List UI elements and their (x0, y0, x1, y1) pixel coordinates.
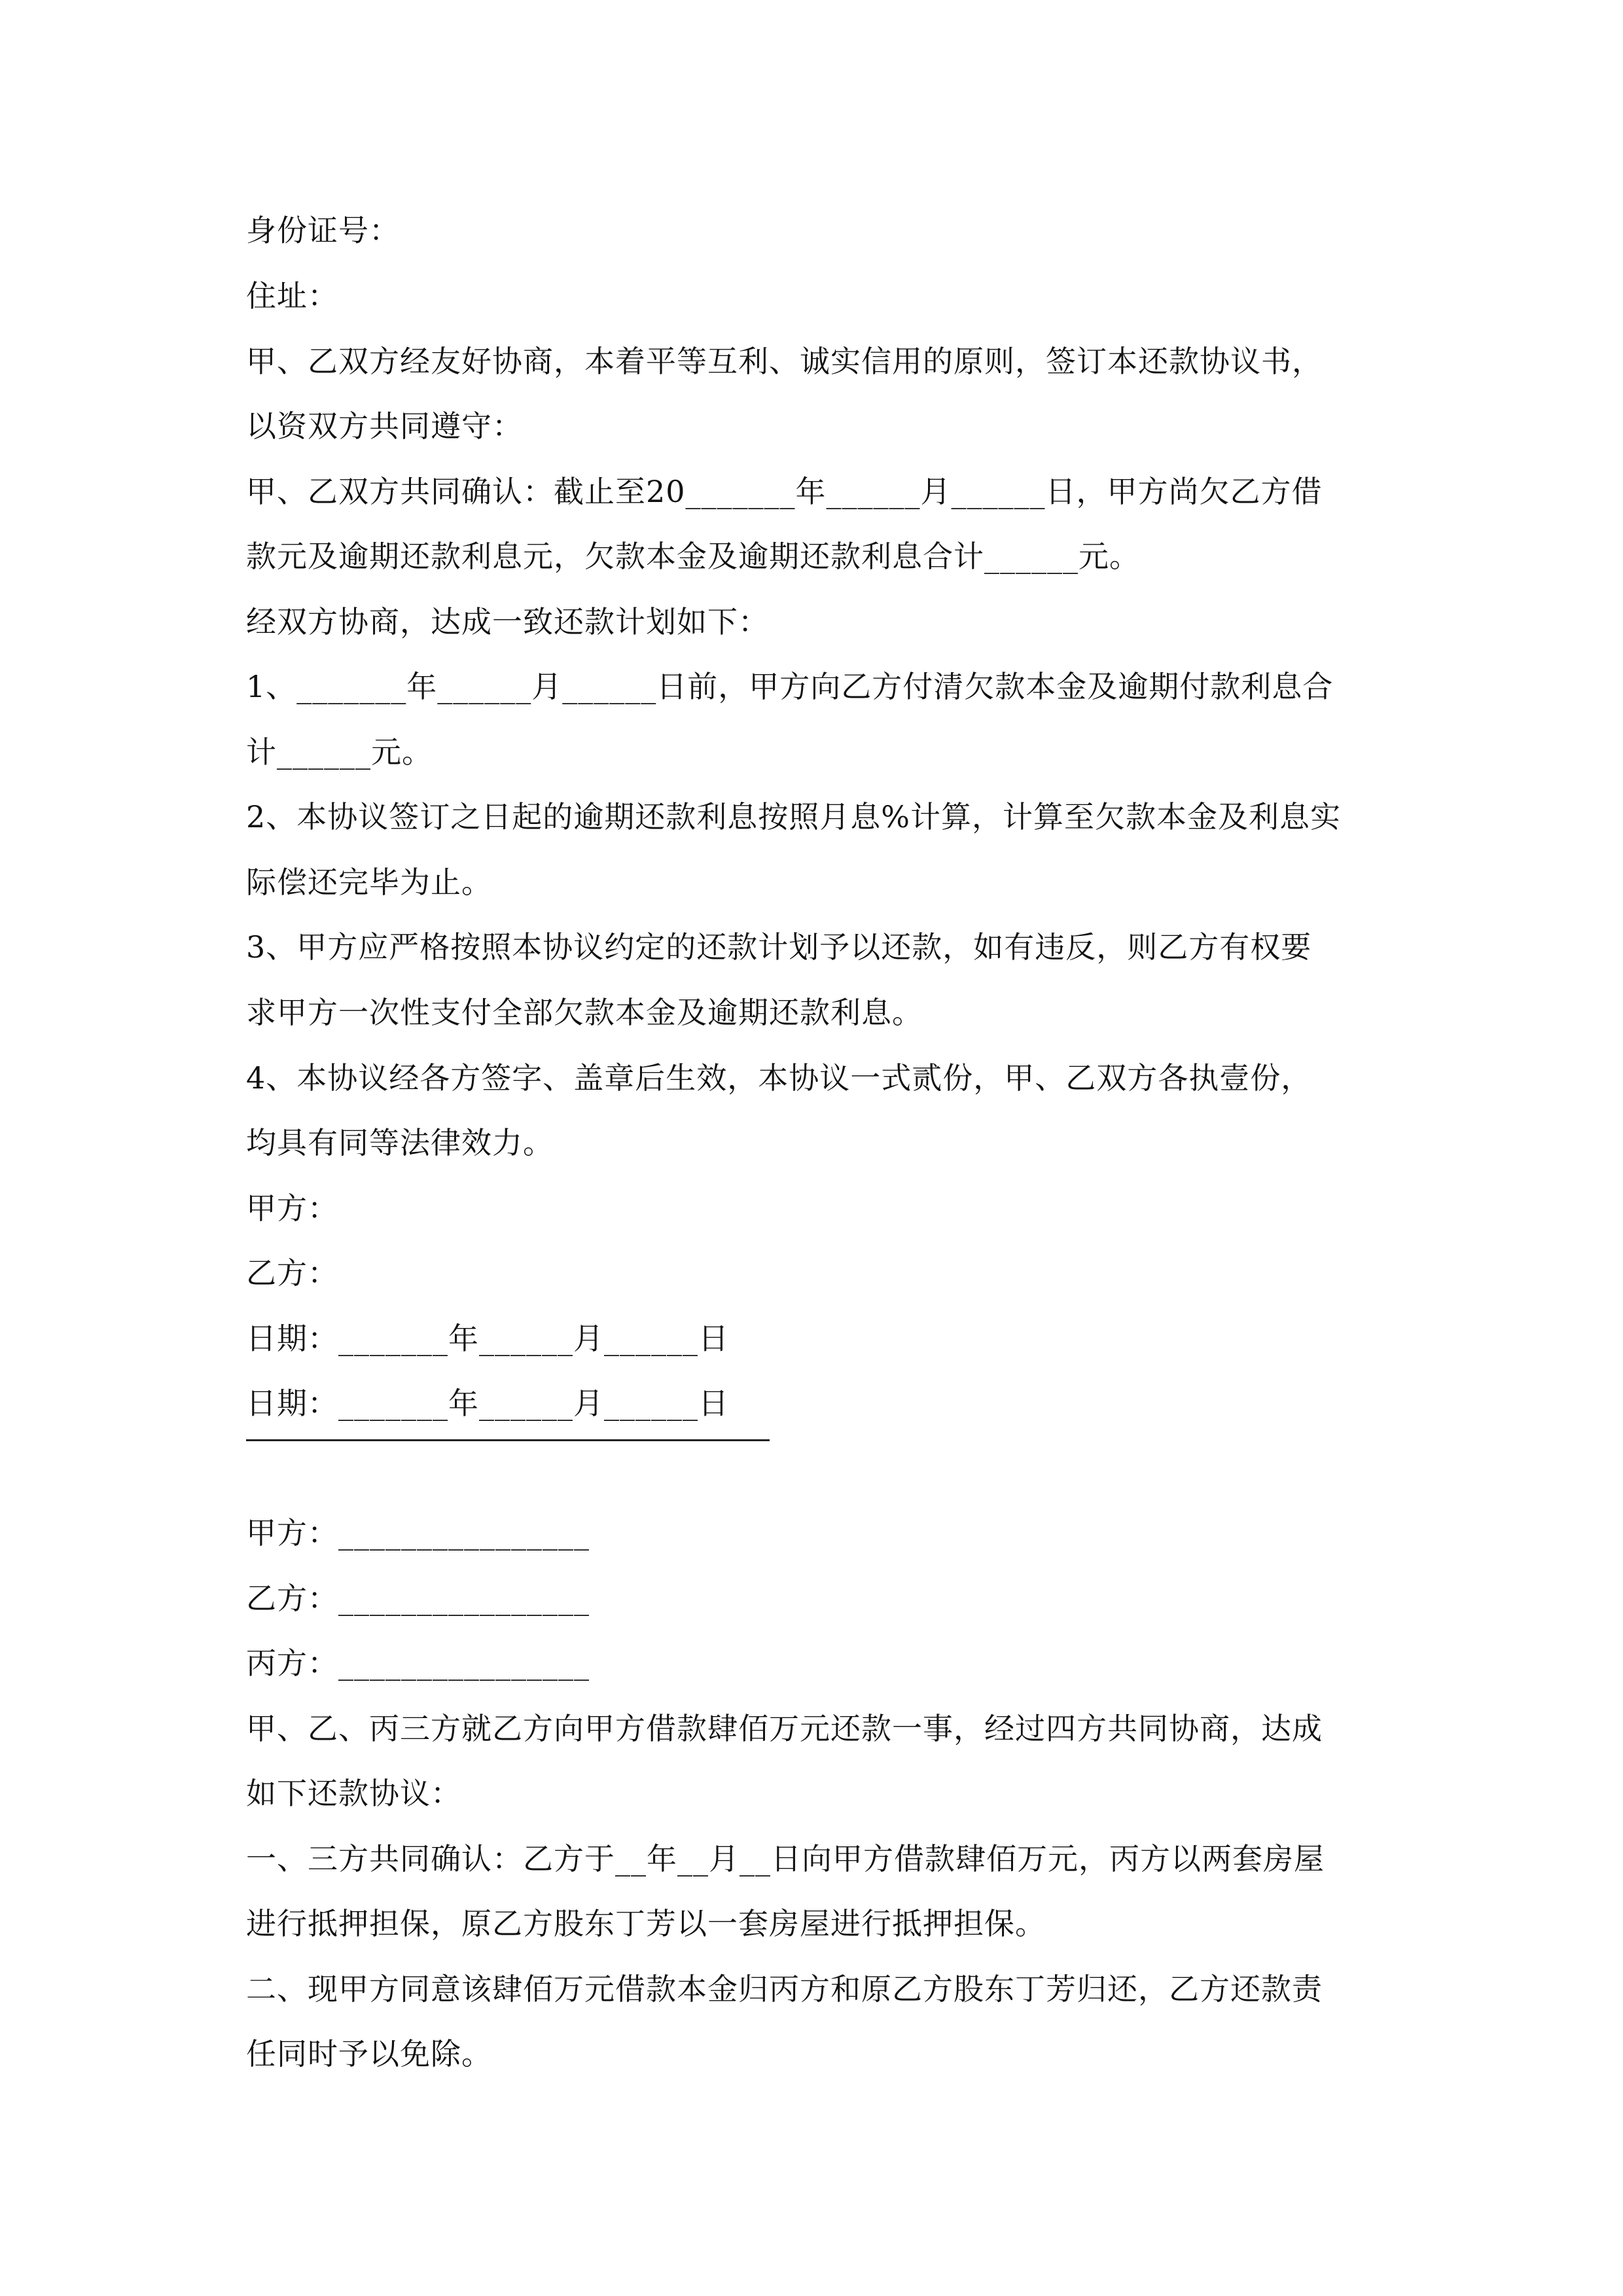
date-line-a: 日期：_______年______月______日 (246, 1321, 729, 1356)
plan-intro: 经双方协商，达成一致还款计划如下： (246, 604, 769, 639)
article-2-line-2: 任同时予以免除。 (246, 2036, 492, 2072)
preamble-line-2: 以资双方共同遵守： (246, 408, 523, 444)
preamble-line-1: 甲、乙双方经友好协商，本着平等互利、诚实信用的原则，签订本还款协议书， (246, 344, 1323, 379)
article-1-line-1: 一、三方共同确认：乙方于__年__月__日向甲方借款肆佰万元，丙方以两套房屋 (246, 1841, 1325, 1876)
party-b-field: 乙方：________________ (246, 1581, 590, 1616)
clause-1-line-2: 计______元。 (246, 734, 433, 770)
section-divider (246, 1439, 770, 1441)
confirmation-line-2: 款元及逾期还款利息元，欠款本金及逾期还款利息合计______元。 (246, 539, 1140, 574)
party-a-signature: 甲方： (246, 1191, 338, 1226)
clause-2-line-1: 2、本协议签订之日起的逾期还款利息按照月息%计算，计算至欠款本金及利息实 (246, 799, 1341, 834)
id-number-label: 身份证号： (246, 213, 400, 248)
tripartite-intro-line-1: 甲、乙、丙三方就乙方向甲方借款肆佰万元还款一事，经过四方共同协商，达成 (246, 1711, 1323, 1746)
clause-2-line-2: 际偿还完毕为止。 (246, 865, 492, 900)
article-1-line-2: 进行抵押担保，原乙方股东丁芳以一套房屋进行抵押担保。 (246, 1906, 1046, 1941)
article-2-line-1: 二、现甲方同意该肆佰万元借款本金归丙方和原乙方股东丁芳归还，乙方还款责 (246, 1971, 1323, 2007)
party-b-signature: 乙方： (246, 1255, 338, 1291)
clause-4-line-1: 4、本协议经各方签字、盖章后生效，本协议一式贰份，甲、乙双方各执壹份， (246, 1060, 1312, 1096)
clause-3-line-1: 3、甲方应严格按照本协议约定的还款计划予以还款，如有违反，则乙方有权要 (246, 929, 1312, 965)
clause-3-line-2: 求甲方一次性支付全部欠款本金及逾期还款利息。 (246, 995, 923, 1030)
date-line-b: 日期：_______年______月______日 (246, 1386, 729, 1421)
party-a-field: 甲方：________________ (246, 1515, 590, 1551)
clause-4-line-2: 均具有同等法律效力。 (246, 1125, 554, 1160)
address-label: 住址： (246, 278, 338, 314)
tripartite-intro-line-2: 如下还款协议： (246, 1776, 461, 1811)
confirmation-line-1: 甲、乙双方共同确认：截止至20_______年______月______日，甲方尚欠乙方借 (246, 474, 1323, 509)
clause-1-line-1: 1、_______年______月______日前，甲方向乙方付清欠款本金及逾期付款利息合 (246, 669, 1334, 704)
party-c-field: 丙方：________________ (246, 1645, 590, 1681)
